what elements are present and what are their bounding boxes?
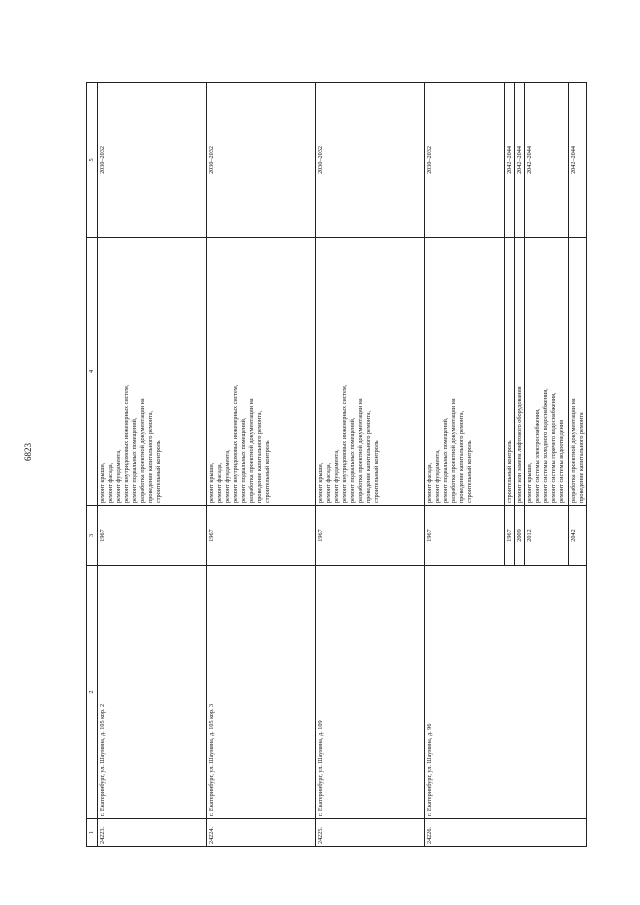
subrow-works: разработка проектной документации на проведение капитального ремонта bbox=[569, 238, 587, 506]
subrow-period: 2042–2044 bbox=[525, 83, 569, 238]
row-year: 1967 bbox=[98, 506, 207, 566]
row-number: 24224. bbox=[207, 819, 316, 847]
subrow-year: 1967 bbox=[505, 506, 515, 566]
row-year: 1967 bbox=[316, 506, 425, 566]
table-row bbox=[207, 83, 316, 847]
repair-schedule-table bbox=[86, 82, 587, 847]
page-number: 6823 bbox=[23, 443, 33, 461]
row-number: 24225. bbox=[316, 819, 425, 847]
subrow-period: 2042–2044 bbox=[505, 83, 515, 238]
table-row bbox=[98, 83, 207, 847]
header-row bbox=[87, 83, 98, 847]
row-year: 1967 bbox=[207, 506, 316, 566]
header-col-3: 3 bbox=[87, 506, 98, 566]
row-address: г. Екатеринбург, ул. Шаумяна, д. 105 кор. 2 bbox=[98, 566, 207, 819]
row-number: 24223. bbox=[98, 819, 207, 847]
row-year: 1967 bbox=[425, 506, 505, 566]
subrow-works: строительный контроль bbox=[505, 238, 515, 506]
row-works: ремонт крыши, ремонт фасада, ремонт фундамента, ремонт внутридомовых инженерных систем, ремонт подвальных помещений, разработка проектной документации на проведение капитального ремонта, строительный контроль bbox=[98, 238, 207, 506]
row-address: г. Екатеринбург, ул. Шаумяна, д. 105 кор. 3 bbox=[207, 566, 316, 819]
row-period: 2030–2032 bbox=[316, 83, 425, 238]
subrow-year: 2042 bbox=[569, 506, 587, 566]
subrow-year: 2012 bbox=[525, 506, 569, 566]
table-row bbox=[316, 83, 425, 847]
row-works: ремонт крыши, ремонт фасада, ремонт фундамента, ремонт внутридомовых инженерных систем, ремонт подвальных помещений, разработка проектной документации на проведение капитального ремонта, строительный контроль bbox=[207, 238, 316, 506]
subrow-period: 2042–2044 bbox=[515, 83, 525, 238]
repair-schedule-table-wrap bbox=[86, 83, 585, 847]
row-address: г. Екатеринбург, ул. Шаумяна, д. 96 bbox=[425, 566, 587, 819]
subrow-year: 2009 bbox=[515, 506, 525, 566]
subrow-works: ремонт или замена лифтового оборудования bbox=[515, 238, 525, 506]
header-col-4: 4 bbox=[87, 238, 98, 506]
table-row bbox=[425, 83, 505, 847]
row-period: 2030–2032 bbox=[98, 83, 207, 238]
row-address: г. Екатеринбург, ул. Шаумяна, д. 109 bbox=[316, 566, 425, 819]
row-number: 24226. bbox=[425, 819, 587, 847]
row-works: ремонт крыши, ремонт фасада, ремонт фундамента, ремонт внутридомовых инженерных систем, ремонт подвальных помещений, разработка проектной документации на проведение капитального ремонта, строительный контроль bbox=[316, 238, 425, 506]
header-col-5: 5 bbox=[87, 83, 98, 238]
header-col-2: 2 bbox=[87, 566, 98, 819]
subrow-works: ремонт крыши, ремонт системы электроснабжения, ремонт системы холодного водоснабжения, ремонт системы горячего водоснабжения, ремонт системы водоотведения bbox=[525, 238, 569, 506]
row-period: 2030–2032 bbox=[425, 83, 505, 238]
subrow-period: 2042–2044 bbox=[569, 83, 587, 238]
header-col-1: 1 bbox=[87, 819, 98, 847]
row-period: 2030–2032 bbox=[207, 83, 316, 238]
row-works: ремонт фасада, ремонт фундамента, ремонт подвальных помещений, разработка проектной документации на проведение капитального ремонта, строительный контроль bbox=[425, 238, 505, 506]
page-number-area bbox=[0, 0, 34, 905]
